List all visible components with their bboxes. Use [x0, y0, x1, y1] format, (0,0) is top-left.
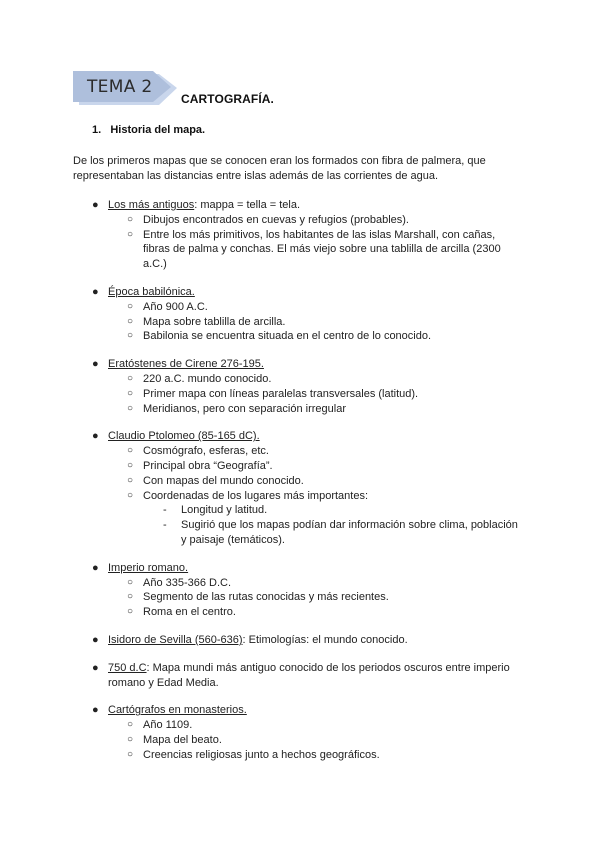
list-item	[0, 429, 600, 547]
bullet-dot-icon: ●	[92, 199, 99, 211]
bullet-circle-icon: ○	[127, 445, 134, 457]
sub-item-text: Año 335-366 D.C.	[143, 576, 232, 589]
list-item-title: Isidoro de Sevilla (560-636)	[108, 633, 243, 646]
list-item	[0, 703, 600, 762]
list-item-title: Los más antiguos	[108, 199, 195, 211]
bullet-dot-icon: ●	[92, 358, 99, 371]
sub-item-text: Mapa del beato.	[143, 733, 222, 746]
bullet-circle-icon: ○	[127, 591, 134, 603]
list-item-title: Época babilónica.	[108, 285, 195, 298]
list-item-heading	[0, 357, 528, 372]
list-item-heading	[0, 703, 528, 718]
sub-item	[0, 474, 520, 489]
sub-item	[0, 605, 520, 620]
sub-item	[0, 718, 520, 733]
list-item-title: Eratóstenes de Cirene 276-195.	[108, 358, 264, 371]
bullet-circle-icon: ○	[127, 748, 134, 760]
list-item	[0, 285, 600, 344]
bullet-circle-icon: ○	[127, 489, 134, 501]
bullet-circle-icon: ○	[127, 372, 134, 384]
dash-bullet-icon: -	[163, 519, 167, 532]
sub-sub-item-text: Sugirió que los mapas podían dar información sobre clima, población y paisaje (temáticos).	[181, 519, 518, 546]
list-item-heading	[0, 633, 528, 648]
sub-item	[0, 590, 520, 605]
list-item-title: 750 d.C	[108, 661, 147, 674]
bullet-dot-icon: ●	[92, 704, 99, 717]
intro-paragraph: De los primeros mapas que se conocen eran los formados con fibra de palmera, que representaban las distancias entre islas además de las corrientes de agua.	[73, 155, 486, 182]
sub-item-text: Año 900 A.C.	[143, 300, 208, 313]
tema-label: TEMA 2	[87, 77, 153, 97]
list-item	[0, 661, 600, 691]
bullet-circle-icon: ○	[127, 228, 134, 240]
sub-sub-item-text: Longitud y latitud.	[181, 504, 268, 517]
sub-sub-item	[0, 518, 526, 548]
bullet-dot-icon: ●	[92, 285, 99, 298]
sub-item	[0, 387, 520, 402]
bullet-circle-icon: ○	[127, 330, 134, 342]
section-number: 1.	[92, 124, 102, 136]
sub-item	[0, 748, 520, 763]
sub-item-text: Coordenadas de los lugares más importantes:	[143, 489, 369, 502]
sub-item-text: Creencias religiosas junto a hechos geográficos.	[143, 748, 380, 761]
sub-item	[0, 402, 520, 417]
sub-item-text: Roma en el centro.	[143, 606, 236, 619]
bullet-circle-icon: ○	[127, 300, 134, 312]
list-item-heading	[0, 429, 528, 444]
list-item	[0, 633, 600, 648]
list-item-suffix: : Mapa mundi más antiguo conocido de los periodos oscuros entre imperio romano y Edad Media.	[108, 661, 510, 689]
sub-item	[0, 444, 520, 459]
sub-item	[0, 459, 520, 474]
bullet-circle-icon: ○	[127, 459, 134, 471]
sub-item	[0, 733, 520, 748]
list-item	[0, 198, 600, 272]
list-item-title: Cartógrafos en monasterios.	[108, 704, 247, 717]
section-title: Historia del mapa.	[110, 124, 206, 136]
sub-item-text: Primer mapa con líneas paralelas transversales (latitud).	[143, 387, 419, 400]
bullet-list	[0, 198, 600, 776]
bullet-dot-icon: ●	[92, 661, 99, 674]
list-item-heading	[0, 285, 528, 300]
bullet-dot-icon: ●	[92, 633, 99, 646]
list-item-suffix: : Etimologías: el mundo conocido.	[242, 633, 408, 646]
sub-item-text: Cosmógrafo, esferas, etc.	[143, 445, 269, 458]
bullet-dot-icon: ●	[92, 430, 99, 443]
sub-item-text: Babilonia se encuentra situada en el centro de lo conocido.	[143, 330, 432, 343]
list-item-heading	[0, 561, 528, 576]
bullet-circle-icon: ○	[127, 733, 134, 745]
list-item-heading	[0, 198, 528, 213]
sub-item	[0, 329, 520, 344]
sub-item	[0, 315, 520, 330]
bullet-circle-icon: ○	[127, 315, 134, 327]
bullet-circle-icon: ○	[127, 576, 134, 588]
sub-item	[0, 213, 520, 228]
bullet-circle-icon: ○	[127, 606, 134, 618]
sub-item-text: Año 1109.	[143, 719, 193, 732]
bullet-circle-icon: ○	[127, 474, 134, 486]
list-item	[0, 357, 600, 416]
section-heading	[92, 124, 205, 136]
tema-badge	[73, 71, 177, 105]
sub-item-text: Dibujos encontrados en cuevas y refugios (probables).	[143, 213, 409, 226]
dash-bullet-icon: -	[163, 504, 167, 517]
sub-item-text: 220 a.C. mundo conocido.	[143, 372, 272, 385]
bullet-dot-icon: ●	[92, 561, 99, 574]
bullet-circle-icon: ○	[127, 402, 134, 414]
bullet-circle-icon: ○	[127, 213, 134, 225]
sub-item	[0, 489, 520, 504]
sub-item-text: Meridianos, pero con separación irregular	[143, 402, 346, 415]
sub-item-text: Entre los más primitivos, los habitantes de las islas Marshall, con cañas, fibras de palma y conchas. El más viejo sobre una tablilla de arcilla (2300 a.C.)	[143, 228, 501, 271]
sub-item	[0, 576, 520, 591]
sub-item-text: Mapa sobre tablilla de arcilla.	[143, 315, 286, 328]
sub-item	[0, 372, 520, 387]
sub-item-text: Con mapas del mundo conocido.	[143, 474, 304, 487]
bullet-circle-icon: ○	[127, 387, 134, 399]
list-item-suffix: : mappa = tella = tela.	[194, 199, 301, 211]
list-item	[0, 561, 600, 620]
list-item-title: Claudio Ptolomeo (85-165 dC).	[108, 430, 260, 443]
bullet-circle-icon: ○	[127, 719, 134, 731]
sub-sub-item	[0, 503, 526, 518]
sub-item-text: Segmento de las rutas conocidas y más recientes.	[143, 591, 389, 604]
sub-item	[0, 228, 520, 272]
document-title: CARTOGRAFÍA.	[181, 92, 274, 106]
sub-item	[0, 300, 520, 315]
sub-item-text: Principal obra “Geografía”.	[143, 459, 273, 472]
list-item-heading	[0, 661, 528, 691]
list-item-title: Imperio romano.	[108, 561, 189, 574]
